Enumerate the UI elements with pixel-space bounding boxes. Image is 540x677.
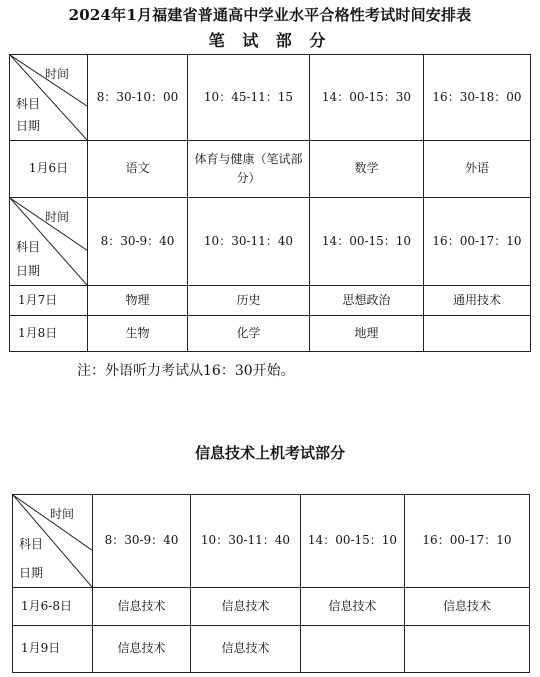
section-title-computer: 信息技术上机考试部分 [194,444,345,462]
computer-exam-table [12,494,530,673]
time-slot-cell: 10：30-11：40 [188,198,310,286]
date-cell: 1月7日 [10,286,88,316]
subject-cell: 思想政治 [310,286,424,316]
subject-cell [301,626,405,673]
header-corner-cell [10,198,88,286]
subject-cell: 数学 [310,141,424,198]
corner-date-label: 日期 [16,119,41,133]
subject-cell [424,316,531,352]
table-row [10,286,531,316]
subject-cell: 地理 [310,316,424,352]
subject-cell: 信息技术 [93,626,191,673]
time-slot-cell: 8：30-9：40 [93,495,191,588]
written-exam-table [9,54,531,352]
subject-cell: 信息技术 [191,588,301,626]
corner-time-label: 时间 [44,67,69,81]
subject-cell: 体育与健康（笔试部分） [188,141,310,198]
table-row [10,141,531,198]
header-corner-cell [10,55,88,141]
header-corner-cell [13,495,93,588]
subject-cell: 生物 [88,316,188,352]
subject-cell: 通用技术 [424,286,531,316]
date-cell: 1月6-8日 [13,588,93,626]
subject-cell: 信息技术 [191,626,301,673]
table-row [10,198,531,286]
time-slot-cell: 16：00-17：10 [405,495,530,588]
corner-date-label: 日期 [19,566,44,580]
time-slot-cell: 14：00-15：30 [310,55,424,141]
table-row [10,316,531,352]
table-row [13,626,530,673]
corner-subject-label: 科目 [16,240,41,254]
corner-subject-label: 科目 [19,537,44,551]
subject-cell: 信息技术 [93,588,191,626]
table-row [13,588,530,626]
subject-cell: 历史 [188,286,310,316]
date-cell: 1月9日 [13,626,93,673]
corner-time-label: 时间 [44,210,69,224]
listening-note: 注：外语听力考试从16：30开始。 [77,363,295,379]
subject-cell: 化学 [188,316,310,352]
time-slot-cell: 14：00-15：10 [310,198,424,286]
corner-date-label: 日期 [16,264,41,278]
time-slot-cell: 8：30-9：40 [88,198,188,286]
corner-time-label: 时间 [49,507,74,521]
subject-cell: 物理 [88,286,188,316]
subject-cell: 语文 [88,141,188,198]
subject-cell [405,626,530,673]
subject-cell: 信息技术 [405,588,530,626]
subject-cell: 外语 [424,141,531,198]
time-slot-cell: 10：30-11：40 [191,495,301,588]
table-row [10,55,531,141]
time-slot-cell: 10：45-11：15 [188,55,310,141]
time-slot-cell: 16：00-17：10 [424,198,531,286]
subject-cell: 信息技术 [301,588,405,626]
section-title-written: 笔 试 部 分 [208,31,332,50]
time-slot-cell: 14：00-15：10 [301,495,405,588]
table-row [13,495,530,588]
date-cell: 1月8日 [10,316,88,352]
date-cell: 1月6日 [10,141,88,198]
time-slot-cell: 16：30-18：00 [424,55,531,141]
page-title: 2024年1月福建省普通高中学业水平合格性考试时间安排表 [68,6,472,24]
time-slot-cell: 8：30-10：00 [88,55,188,141]
corner-subject-label: 科目 [16,97,41,111]
